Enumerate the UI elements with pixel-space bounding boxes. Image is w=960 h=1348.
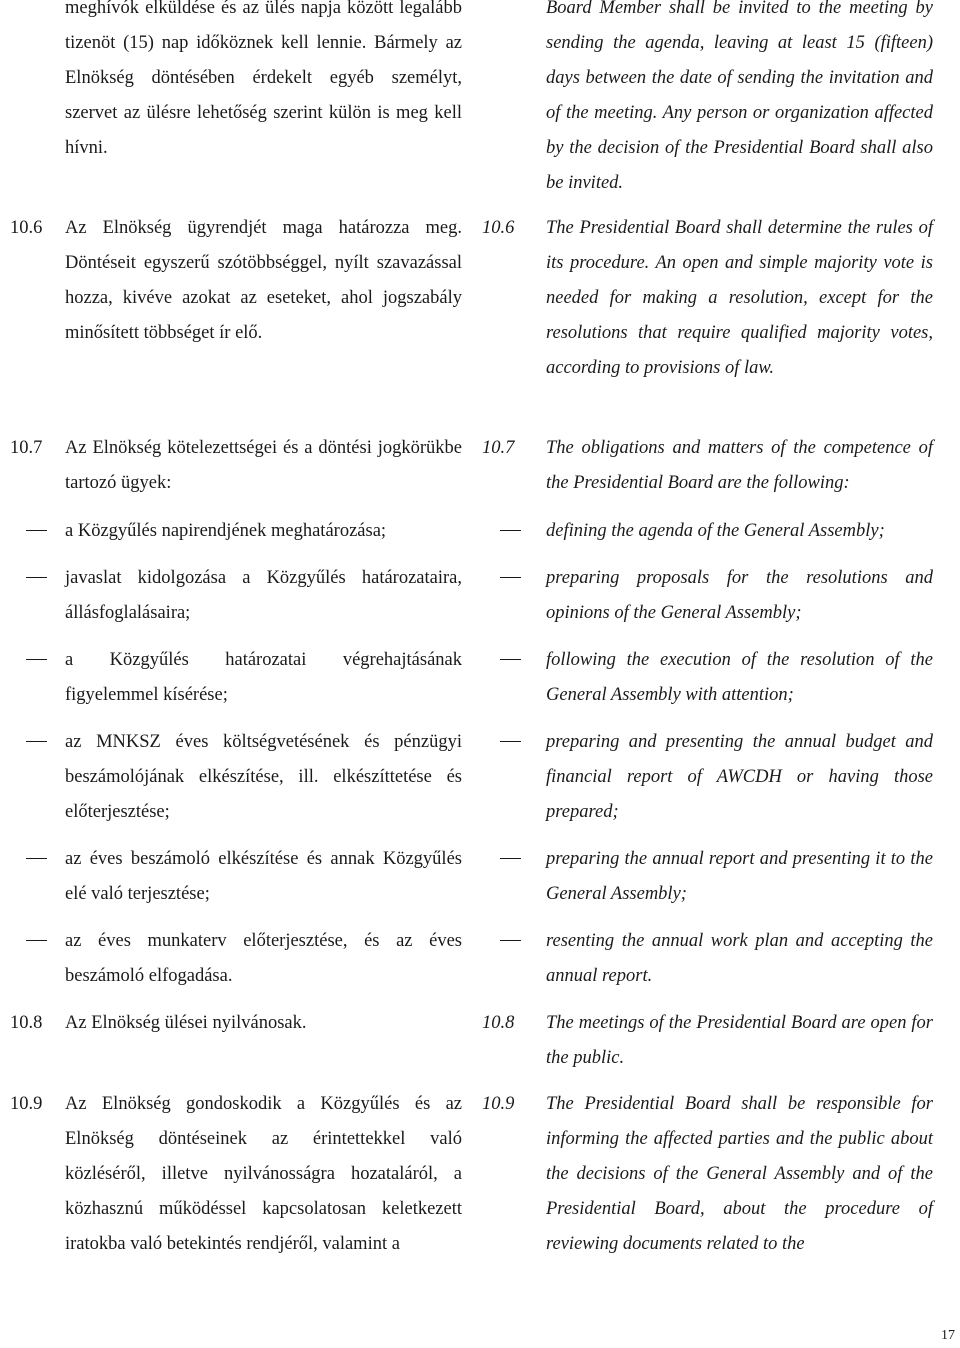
hu-list-item-1: a Közgyűlés napirendjének meghatározása;	[65, 521, 387, 541]
hu-list-item-6: az éves munkaterv előterjesztése, és az éves beszámoló elfogadása.	[65, 931, 462, 986]
hu-dash-4	[26, 741, 47, 742]
hu-dash-6	[26, 940, 47, 941]
hu-list-item-2: javaslat kidolgozása a Közgyűlés határozataira, állásfoglalásaira;	[65, 568, 462, 623]
en-section-number-10-6: 10.6	[482, 218, 515, 238]
en-section-10-9-text: The Presidential Board shall be responsible for informing the affected parties and the public about the decisions of the General Assembly and of the Presidential Board, about the procedure of reviewing documents related to the	[546, 1094, 933, 1254]
hu-section-number-10-7: 10.7	[10, 438, 43, 458]
hu-section-10-8-text: Az Elnökség ülései nyilvánosak.	[65, 1013, 307, 1033]
hu-list-item-5: az éves beszámoló elkészítése és annak Közgyűlés elé való terjesztése;	[65, 849, 462, 904]
en-section-number-10-9: 10.9	[482, 1094, 515, 1114]
en-dash-4	[500, 741, 521, 742]
en-dash-6	[500, 940, 521, 941]
en-dash-1	[500, 530, 521, 531]
hu-list-item-4: az MNKSZ éves költségvetésének és pénzügyi beszámolójának elkészítése, ill. elkészíttetése és előterjesztése;	[65, 732, 462, 822]
en-list-item-3: following the execution of the resolution of the General Assembly with attention;	[546, 650, 933, 705]
hu-list-item-3: a Közgyűlés határozatai végrehajtásának figyelemmel kísérése;	[65, 650, 462, 705]
page-number: 17	[941, 1328, 955, 1343]
hu-dash-2	[26, 577, 47, 578]
hu-dash-1	[26, 530, 47, 531]
en-section-10-7-text: The obligations and matters of the competence of the Presidential Board are the following:	[546, 438, 933, 493]
hu-intro-paragraph: meghívók elküldése és az ülés napja között legalább tizenöt (15) nap időköznek kell lennie. Bármely az Elnökség döntésében érdekelt egyéb személyt, szervet az ülésre lehetőség szerint külön is meg kell hívni.	[65, 0, 462, 158]
hu-section-number-10-6: 10.6	[10, 218, 43, 238]
en-list-item-5: preparing the annual report and presenting it to the General Assembly;	[546, 849, 933, 904]
en-dash-5	[500, 858, 521, 859]
en-dash-2	[500, 577, 521, 578]
en-section-number-10-7: 10.7	[482, 438, 515, 458]
hu-section-number-10-8: 10.8	[10, 1013, 43, 1033]
hu-section-10-9-text: Az Elnökség gondoskodik a Közgyűlés és az Elnökség döntéseinek az érintettekkel való közléséről, illetve nyilvánosságra hozataláról, a közhasznú működéssel kapcsolatosan keletkezett iratokba való betekintés rendjéről, valamint a	[65, 1094, 462, 1254]
en-list-item-1: defining the agenda of the General Assembly;	[546, 521, 885, 541]
en-list-item-6: resenting the annual work plan and accepting the annual report.	[546, 931, 933, 986]
en-section-10-6-text: The Presidential Board shall determine the rules of its procedure. An open and simple majority vote is needed for making a resolution, except for the resolutions that require qualified majority votes, according to provisions of law.	[546, 218, 933, 378]
hu-dash-3	[26, 659, 47, 660]
hu-section-10-7-text: Az Elnökség kötelezettségei és a döntési jogkörükbe tartozó ügyek:	[65, 438, 462, 493]
hu-section-10-6-text: Az Elnökség ügyrendjét maga határozza meg. Döntéseit egyszerű szótöbbséggel, nyílt szavazással hozza, kivéve azokat az eseteket, ahol jogszabály minősített többséget ír elő.	[65, 218, 462, 343]
en-list-item-4: preparing and presenting the annual budget and financial report of AWCDH or having those prepared;	[546, 732, 933, 822]
en-list-item-2: preparing proposals for the resolutions and opinions of the General Assembly;	[546, 568, 933, 623]
hu-dash-5	[26, 858, 47, 859]
en-section-10-8-text: The meetings of the Presidential Board are open for the public.	[546, 1013, 933, 1068]
hu-section-number-10-9: 10.9	[10, 1094, 43, 1114]
en-intro-paragraph: Board Member shall be invited to the meeting by sending the agenda, leaving at least 15 (fifteen) days between the date of sending the invitation and of the meeting. Any person or organization affected by the decision of the Presidential Board shall also be invited.	[546, 0, 933, 193]
en-dash-3	[500, 659, 521, 660]
en-section-number-10-8: 10.8	[482, 1013, 515, 1033]
